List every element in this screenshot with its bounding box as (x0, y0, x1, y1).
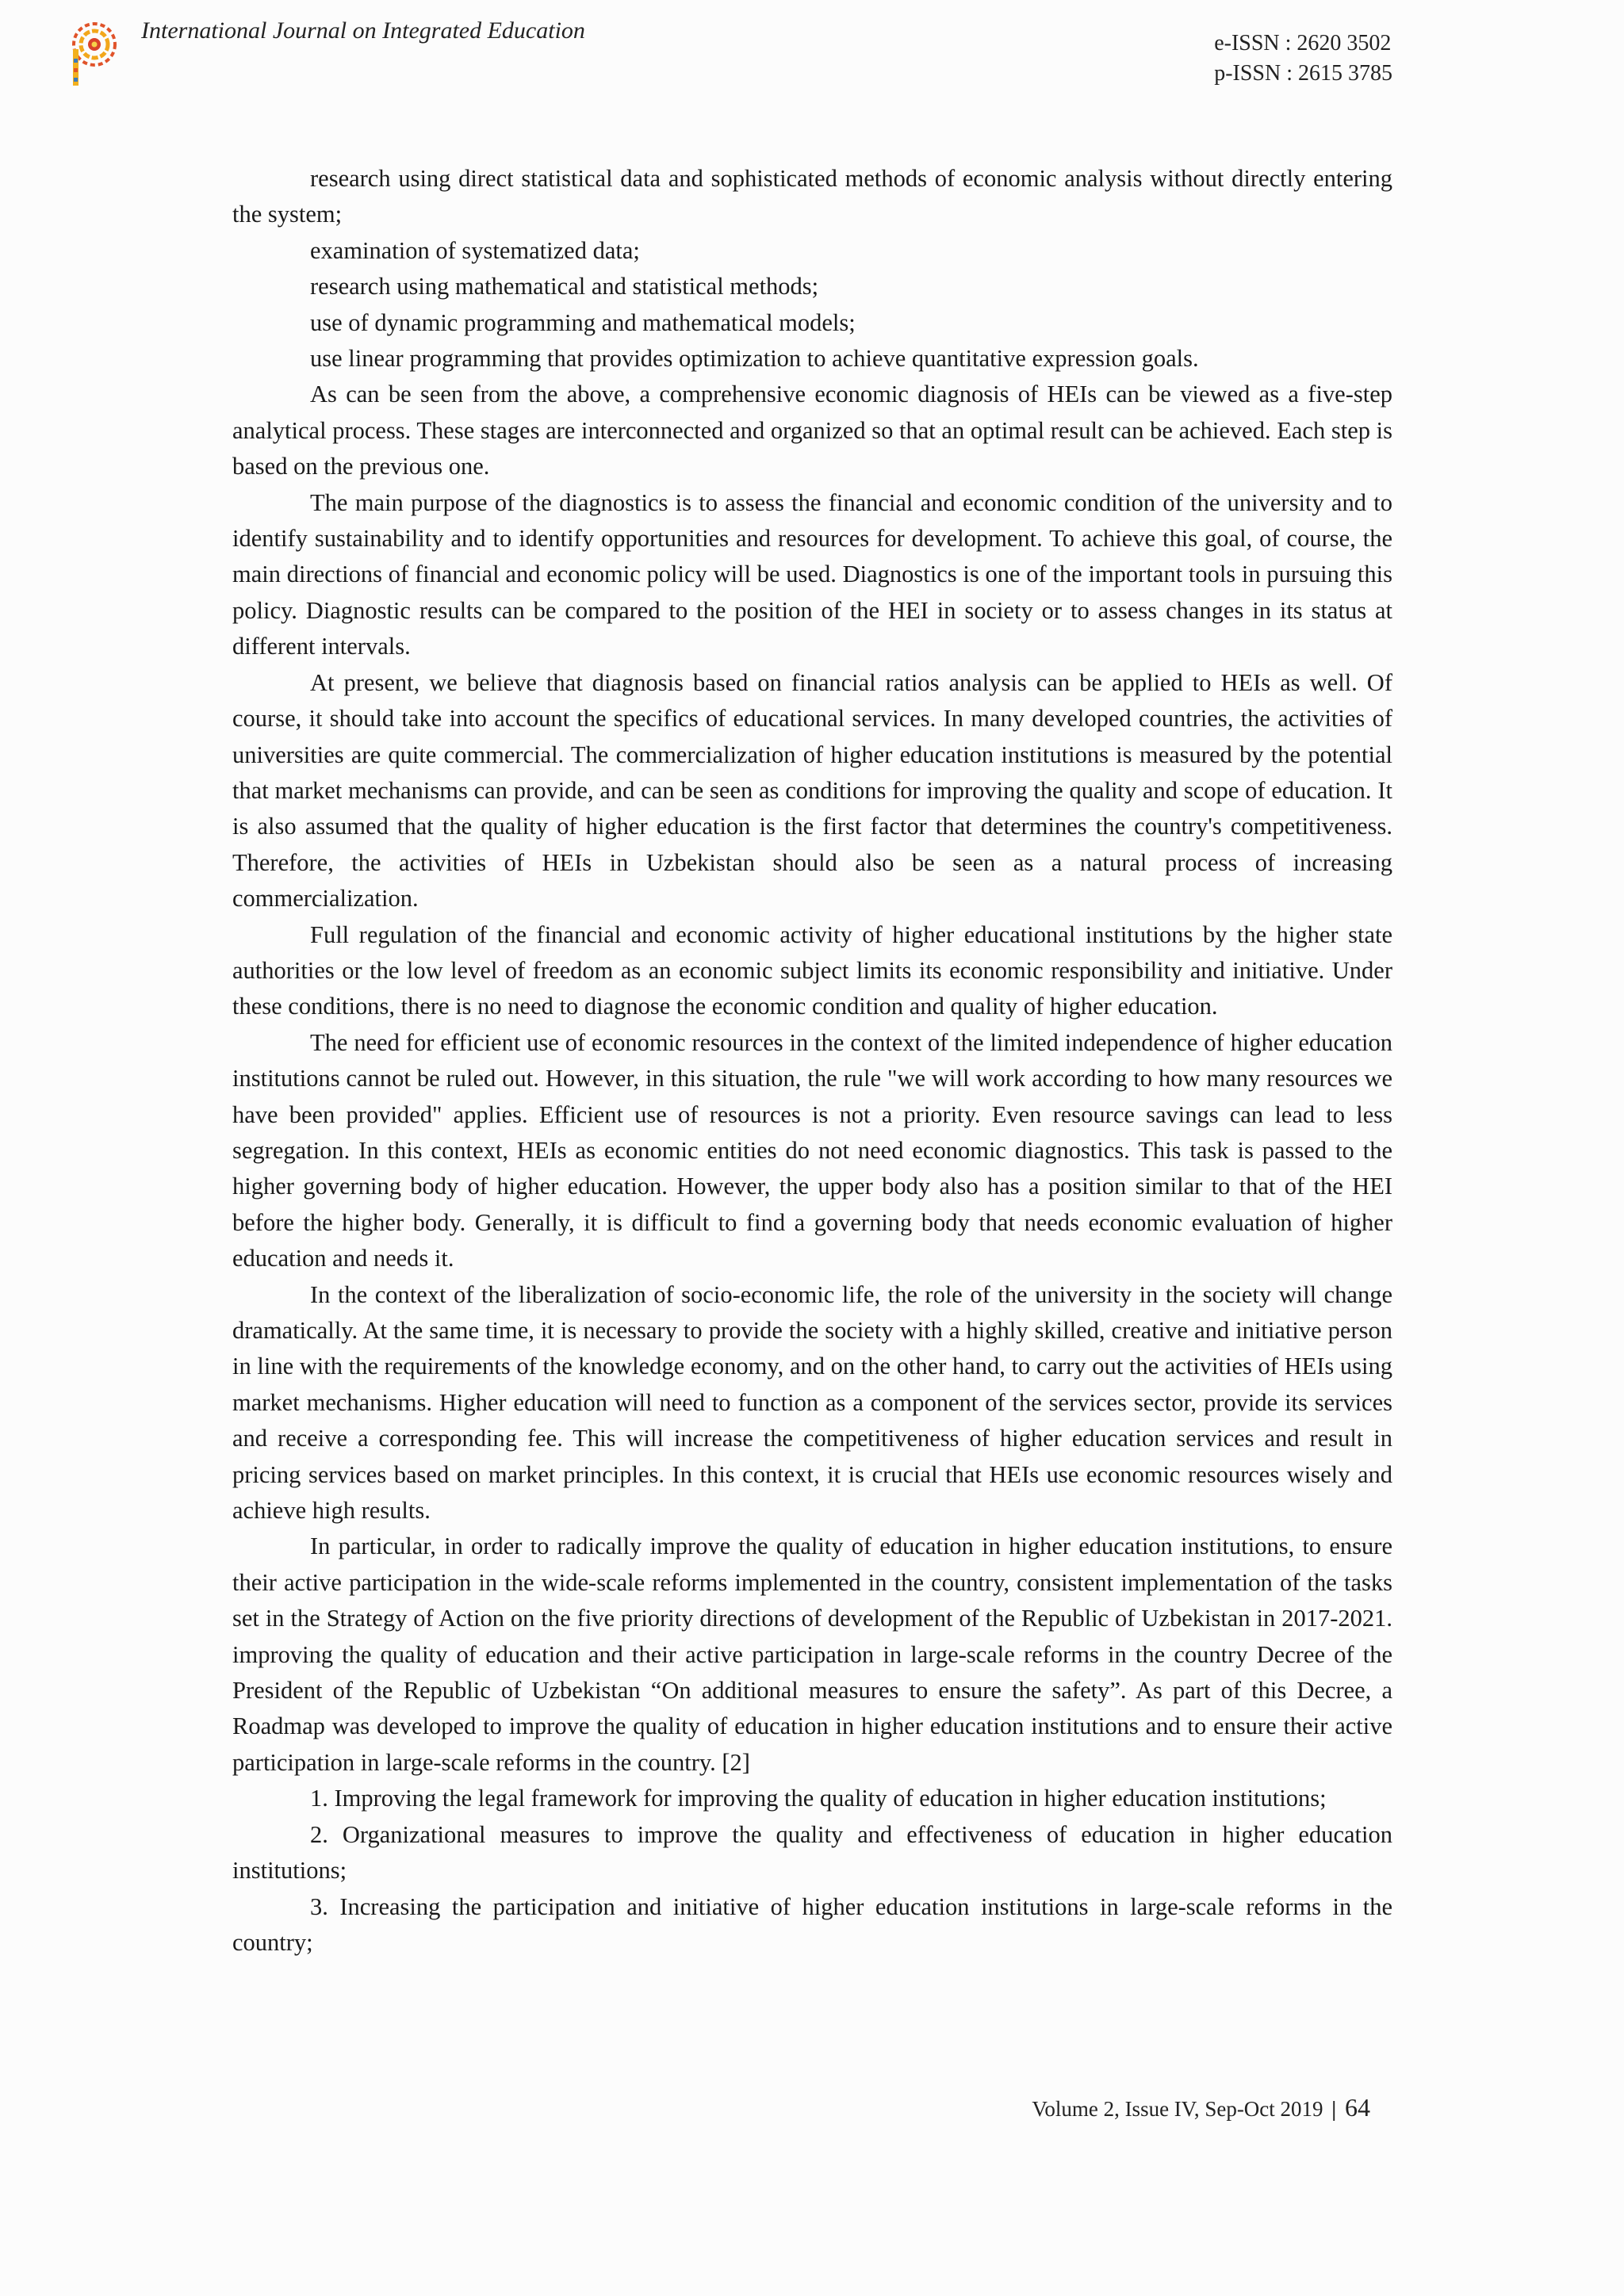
paragraph: examination of systematized data; (310, 236, 640, 264)
paragraph: Full regulation of the financial and economic activity of higher educational institutions by the higher state authorities or the low level of freedom as an economic subject limits its economic responsibility and initiative. Under these conditions, there is no need to diagnose the economic condition and quality of higher education. (232, 920, 1392, 1020)
paragraph: In the context of the liberalization of socio-economic life, the role of the university in the society will change dramatically. At the same time, it is necessary to provide the society with a highly skilled, creative and initiative person in line with the requirements of the knowledge economy, and on the other hand, to carry out the activities of HEIs using market mechanisms. Higher education will need to function as a component of the services sector, provide its services and receive a corresponding fee. This will increase the competitiveness of higher education services and result in pricing services based on market principles. In this context, it is crucial that HEIs use economic resources wisely and achieve high results. (232, 1280, 1392, 1525)
issn-block (1214, 29, 1392, 89)
paragraph: use of dynamic programming and mathematical models; (310, 308, 856, 336)
eissn: e-ISSN : 2620 3502 (1214, 31, 1392, 55)
paragraph: research using mathematical and statistical methods; (310, 273, 819, 300)
paragraph: 1. Improving the legal framework for improving the quality of education in higher education institutions; (310, 1785, 1327, 1812)
paragraph: The need for efficient use of economic resources in the context of the limited independence of higher education institutions cannot be ruled out. However, in this situation, the rule "we will work according to how many resources we have been provided" applies. Efficient use of resources is not a priority. Even resource savings can lead to less segregation. In this context, HEIs as economic entities do not need economic diagnostics. This task is passed to the higher governing body of higher education. However, the upper body also has a position similar to that of the HEI before the higher body. Generally, it is difficult to find a governing body that needs economic evaluation of higher education and needs it. (232, 1028, 1392, 1272)
paragraph: As can be seen from the above, a comprehensive economic diagnosis of HEIs can be viewed as a five-step analytical process. These stages are interconnected and organized so that an optimal result can be achieved. Each step is based on the previous one. (232, 381, 1392, 480)
paragraph: 3. Increasing the participation and initiative of higher education institutions in large-scale reforms in the country; (232, 1892, 1392, 1956)
pissn: p-ISSN : 2615 3785 (1214, 61, 1392, 86)
journal-title: International Journal on Integrated Education (141, 17, 585, 44)
paragraph: research using direct statistical data and sophisticated methods of economic analysis without directly entering the system; (232, 165, 1392, 228)
page-number: 64 (1345, 2093, 1370, 2122)
volume-info: Volume 2, Issue IV, Sep-Oct 2019 (1032, 2097, 1323, 2121)
paragraph: The main purpose of the diagnostics is to assess the financial and economic condition of the university and to identify sustainability and to identify opportunities and resources for development. To achieve this goal, of course, the main directions of financial and economic policy will be used. Diagnostics is one of the important tools in pursuing this policy. Diagnostic results can be compared to the position of the HEI in society or to assess changes in its status at different intervals. (232, 488, 1392, 660)
page-footer (1032, 2093, 1370, 2122)
paragraph: use linear programming that provides optimization to achieve quantitative expression goals. (310, 345, 1199, 373)
article-body (232, 161, 1392, 1961)
paragraph: At present, we believe that diagnosis based on financial ratios analysis can be applied to HEIs as well. Of course, it should take into account the specifics of educational services. In many developed countries, the activities of universities are quite commercial. The commercialization of higher education institutions is measured by the potential that market mechanisms can provide, and can be seen as conditions for improving the quality and scope of education. It is also assumed that the quality of higher education is the first factor that determines the country's competitiveness. Therefore, the activities of HEIs in Uzbekistan should also be seen as a natural process of increasing commercialization. (232, 668, 1392, 913)
paragraph: 2. Organizational measures to improve the quality and effectiveness of education in higher education institutions; (232, 1820, 1392, 1885)
footer-separator: | (1331, 2097, 1337, 2121)
journal-logo (67, 21, 122, 87)
paragraph: In particular, in order to radically improve the quality of education in higher education institutions, to ensure their active participation in the wide-scale reforms implemented in the country, consistent implementation of the tasks set in the Strategy of Action on the five priority directions of development of the Republic of Uzbekistan in 2017-2021. improving the quality of education and their active participation in large-scale reforms in the country Decree of the President of the Republic of Uzbekistan “On additional measures to ensure the safety”. As part of this Decree, a Roadmap was developed to improve the quality of education in higher education institutions and to ensure their active participation in large-scale reforms in the country. [2] (232, 1533, 1392, 1776)
